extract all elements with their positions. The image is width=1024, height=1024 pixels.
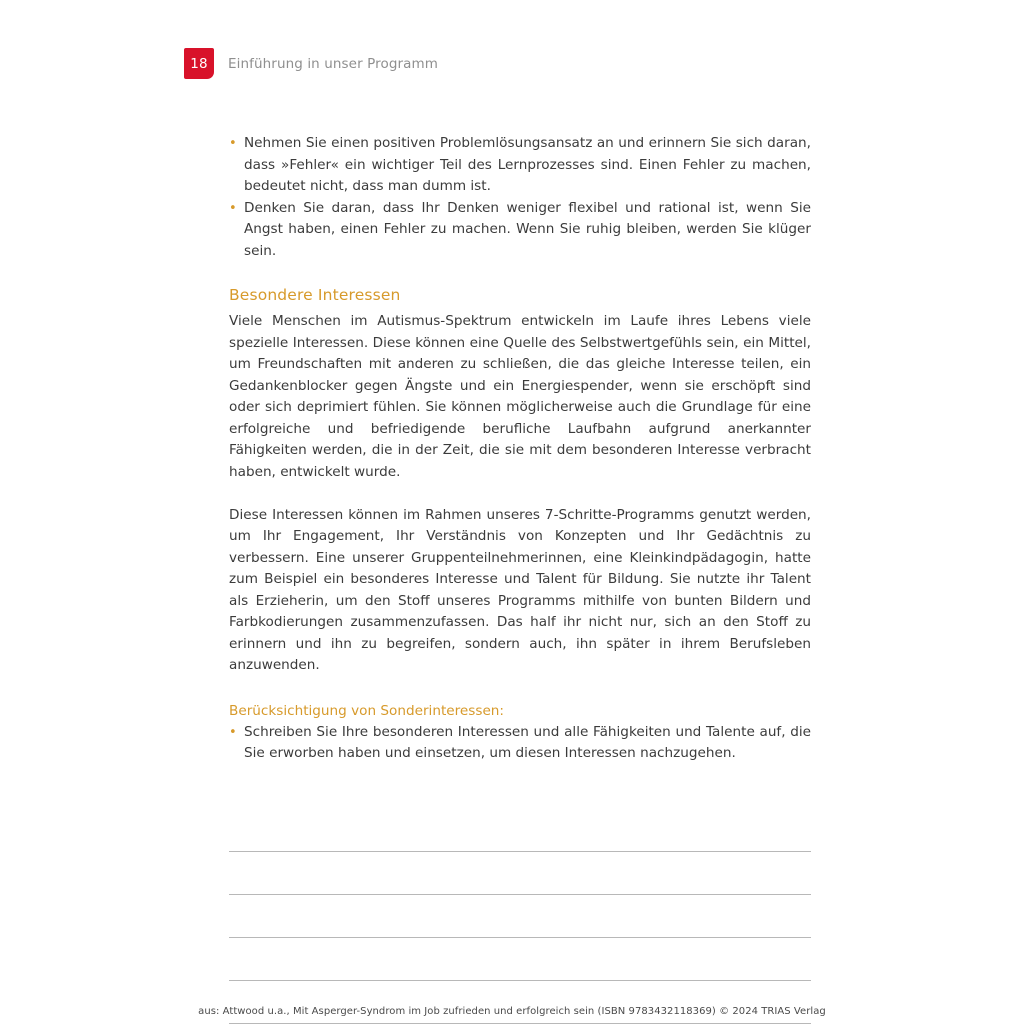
list-item: • Schreiben Sie Ihre besonderen Interessen und alle Fähigkeiten und Talente auf, die Sie erworben haben und einsetzen, um diesen Interessen nachzugehen. (229, 722, 811, 765)
writing-line[interactable] (229, 809, 811, 852)
writing-lines (229, 809, 811, 1024)
list-item: • Nehmen Sie einen positiven Problemlösungsansatz an und erinnern Sie sich daran, dass »Fehler« ein wichtiger Teil des Lernprozesses sind. Einen Fehler zu machen, bedeutet nicht, dass man dumm ist. (229, 133, 811, 198)
writing-line[interactable] (229, 895, 811, 938)
page-footer: aus: Attwood u.a., Mit Asperger-Syndrom im Job zufrieden und erfolgreich sein (ISBN 9783432118369) © 2024 TRIAS Verlag (198, 1006, 826, 1017)
body-paragraph: Diese Interessen können im Rahmen unseres 7-Schritte-Programms genutzt werden, um Ihr Engagement, Ihr Verständnis von Konzepten und Ihr Gedächtnis zu verbessern. Eine unserer Gruppenteilnehmerinnen, eine Kleinkindpädagogin, hatte zum Beispiel ein besonderes Interesse und Talent für Bildung. Sie nutzte ihr Talent als Erzieherin, um den Stoff unseres Programms mithilfe von bunten Bildern und Farbkodierungen zusammenzufassen. Das half ihr nicht nur, sich an den Stoff zu erinnern und ihn zu begreifen, sondern auch, ihn später in ihrem Berufsleben anzuwenden. (229, 506, 811, 673)
writing-line[interactable] (229, 938, 811, 981)
page-header (184, 48, 438, 79)
body-paragraph: Viele Menschen im Autismus-Spektrum entwickeln im Laufe ihres Lebens viele spezielle Interessen. Diese können eine Quelle des Selbstwertgefühls sein, ein Mittel, um Freundschaften mit anderen zu schließen, die das gleiche Interesse teilen, ein Gedankenblocker gegen Ängste und ein Energiespender, wenn sie erschöpft sind oder sich deprimiert fühlen. Sie können möglicherweise auch die Grundlage für eine erfolgreiche und befriedigende berufliche Laufbahn aufgrund anerkannter Fähigkeiten werden, die in der Zeit, die sie mit dem besonderen Interesse verbracht haben, entwickelt wurde. (229, 313, 811, 480)
page-content (229, 133, 811, 1024)
list-item: • Denken Sie daran, dass Ihr Denken weniger flexibel und rational ist, wenn Sie Angst haben, einen Fehler zu machen. Wenn Sie ruhig bleiben, werden Sie klüger sein. (229, 198, 811, 263)
top-bullet-list (229, 133, 811, 262)
writing-line[interactable] (229, 852, 811, 895)
page-number-badge: 18 (184, 48, 214, 79)
task-bullet-list (229, 722, 811, 765)
writing-line[interactable] (229, 981, 811, 1024)
section-heading: Besondere Interessen (229, 286, 401, 304)
running-title: Einführung in unser Programm (228, 55, 439, 72)
sub-heading: Berücksichtigung von Sonderinteressen: (229, 702, 505, 719)
